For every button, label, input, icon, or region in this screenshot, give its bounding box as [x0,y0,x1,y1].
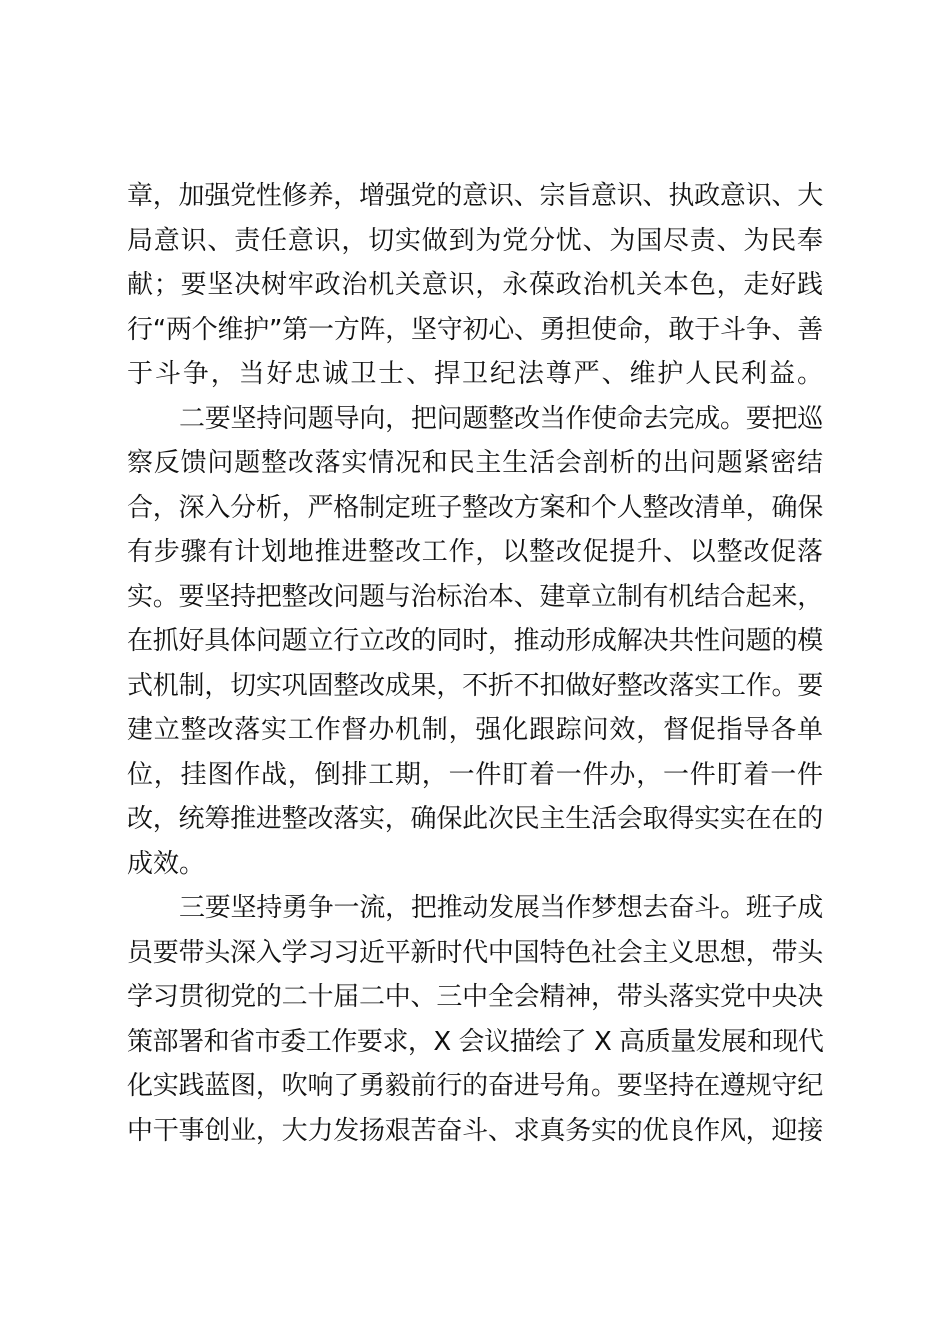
text-line: 化实践蓝图，吹响了勇毅前行的奋进号角。要坚持在遵规守纪 [127,1071,824,1101]
text-line: 位，挂图作战，倒排工期，一件盯着一件办，一件盯着一件 [127,759,824,790]
text-line: 局意识、责任意识，切实做到为党分忧、为国尽责、为民奉 [127,225,824,256]
text-line: 献；要坚决树牢政治机关意识，永葆政治机关本色，走好践 [127,270,824,300]
text-line: 察反馈问题整改落实情况和民主生活会剖析的出问题紧密结 [127,448,824,478]
text-line: 成效。 [127,848,206,879]
text-line: 策部署和省市委工作要求，X 会议描绘了 X 高质量发展和现代 [127,1026,824,1057]
text-line: 中干事创业，大力发扬艰苦奋斗、求真务实的优良作风，迎接 [127,1115,824,1146]
paragraph-start-line: 三要坚持勇争一流，把推动发展当作梦想去奋斗。班子成 [179,893,824,923]
text-line: 员要带头深入学习习近平新时代中国特色社会主义思想，带头 [127,937,824,968]
text-line: 改，统筹推进整改落实，确保此次民主生活会取得实实在在的 [127,804,824,834]
text-line: 有步骤有计划地推进整改工作，以整改促提升、以整改促落 [127,537,824,567]
text-line: 式机制，切实巩固整改成果，不折不扣做好整改落实工作。要 [127,670,824,701]
paragraph-start-line: 二要坚持问题导向，把问题整改当作使命去完成。要把巡 [179,403,824,434]
text-line: 合，深入分析，严格制定班子整改方案和个人整改清单，确保 [127,492,824,523]
text-line: 学习贯彻党的二十届二中、三中全会精神，带头落实党中央决 [127,982,824,1012]
body-text [127,174,823,1153]
text-line: 行“两个维护”第一方阵，坚守初心、勇担使命，敢于斗争、善 [127,314,823,345]
text-line: 章，加强党性修养，增强党的意识、宗旨意识、执政意识、大 [127,181,824,211]
text-line: 在抓好具体问题立行立改的同时，推动形成解决共性问题的模 [127,626,824,656]
text-line: 实。要坚持把整改问题与治标治本、建章立制有机结合起来， [127,581,824,612]
text-line: 建立整改落实工作督办机制，强化跟踪问效，督促指导各单 [127,715,824,745]
text-line: 于斗争，当好忠诚卫士、捍卫纪法尊严、维护人民利益。 [127,359,825,389]
